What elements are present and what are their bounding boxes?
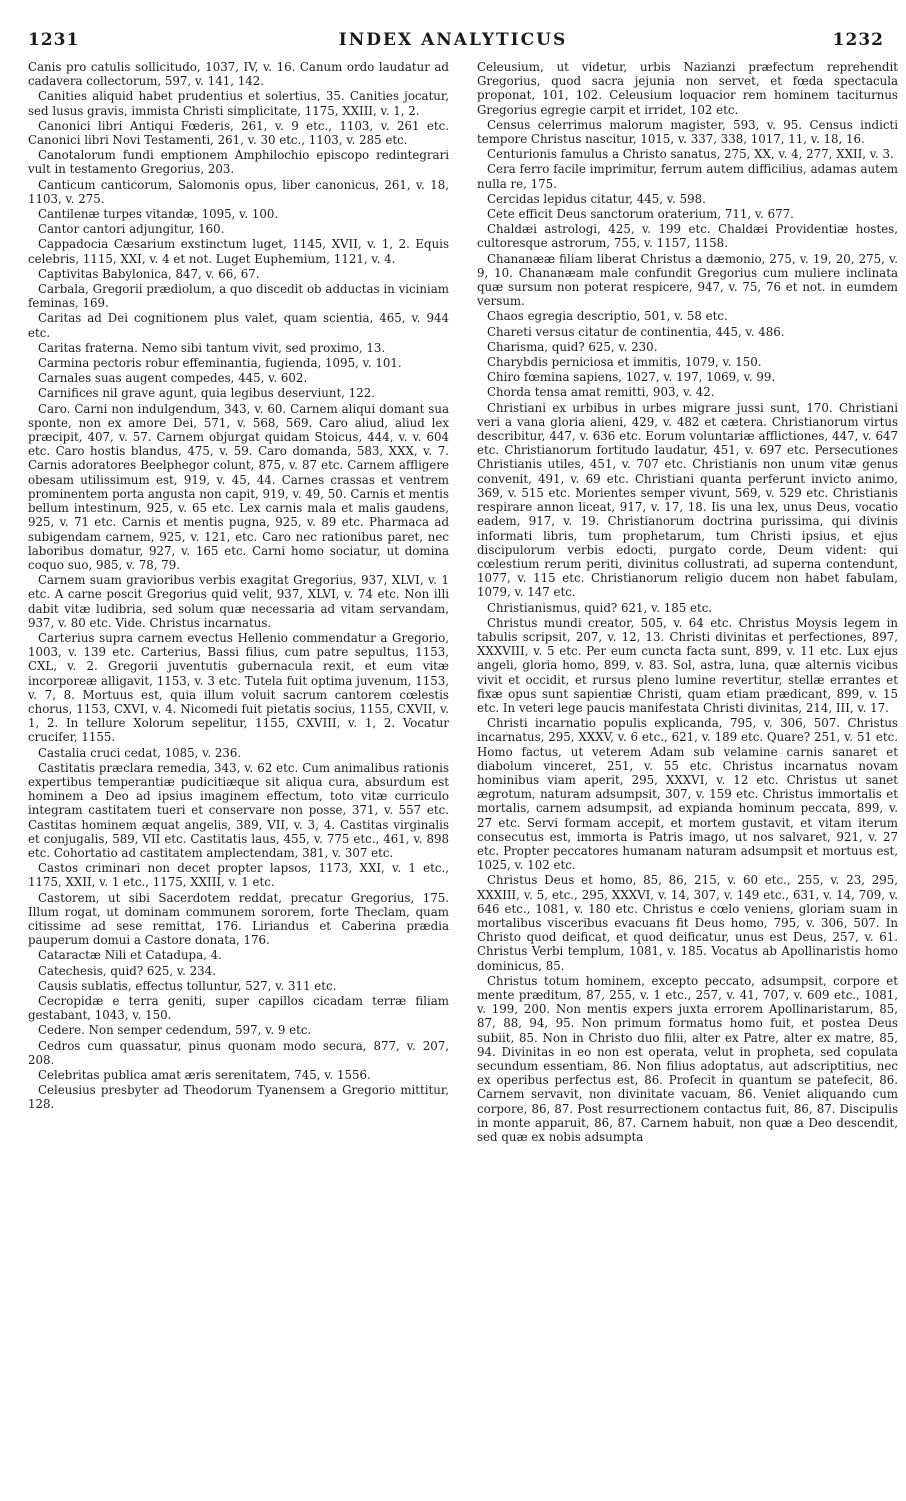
index-entry: Caritas fraterna. Nemo sibi tantum vivit, sed proximo, 13.	[38, 340, 386, 355]
index-column-left	[28, 60, 449, 1495]
index-entry: Castalia cruci cedat, 1085, v. 236.	[38, 745, 242, 760]
index-entry: Causis sublatis, effectus tolluntur, 527, v. 311 etc.	[38, 978, 337, 993]
index-entry: Catechesis, quid? 625, v. 234.	[38, 963, 216, 978]
index-column-right	[477, 60, 898, 1495]
index-entry: Census celerrimus malorum magister, 593, v. 95. Census indicti tempore Christus nascitur, 1015, v. 337, 338, 1017, 11, v. 18, 16.	[477, 117, 898, 147]
index-entry: Christus Deus et homo, 85, 86, 215, v. 60 etc., 255, v. 23, 295, XXXIII, v. 5, etc., 295, XXXVI, v. 14, 307, v. 149 etc., 631, v. 14, 709, v. 646 etc., 1081, v. 180 etc. Christus e cœlo veniens, gloriam suam in mortalibus visceribus evacuans fit Deus homo, 795, v. 306, 507. In Christo quod deificat, et quod deificatur, unus est Deus, 257, v. 61. Christus Verbi templum, 1081, v. 185. Vocatus ab Apollinaristis homo dominicus, 85.	[477, 873, 898, 973]
running-title: INDEX ANALYTICUS	[338, 30, 568, 50]
index-entry: Celeusius presbyter ad Theodorum Tyanensem a Gregorio mittitur, 128.	[28, 1083, 449, 1112]
index-entry: Carnifices nil grave agunt, quia legibus deserviunt, 122.	[38, 386, 375, 401]
index-entry: Cete efficit Deus sanctorum oraterium, 711, v. 677.	[487, 207, 794, 222]
page-header	[0, 0, 906, 52]
index-entry: Castorem, ut sibi Sacerdotem reddat, precatur Gregorius, 175. Illum rogat, ut dominam communem sororem, forte Theclam, quam citissime ad sese remittat, 176. Liriandus et Caberina prædia pauperum domui a Castore donata, 176.	[28, 890, 449, 948]
index-entry: Chorda tensa amat remitti, 903, v. 42.	[487, 385, 715, 400]
index-entry: Canonici libri Antiqui Fœderis, 261, v. 9 etc., 1103, v. 261 etc. Canonici libri Novi Testamenti, 261, v. 30 etc., 1103, v. 285 etc.	[28, 118, 449, 148]
index-entry: Christus mundi creator, 505, v. 64 etc. Christus Moysis legem in tabulis scripsit, 207, v. 12, 13. Christi divinitas et perfectiones, 897, XXXVIII, v. 5 etc. Per eum cuncta facta sunt, 899, v. 11 etc. Lux ejus angeli, gloria homo, 899, v. 83. Sol, astra, luna, quæ alternis vicibus vivit et occidit, et rursus pleno lumine revertitur, stellæ errantes et fixæ opus sunt sapientiæ Christi, quam etiam prædicant, 899, v. 15 etc. In veteri lege paucis manifestata Christi divinitas, 214, III, v. 17.	[477, 615, 898, 715]
index-entry: Carbala, Gregorii prædiolum, a quo discedit ob adductas in viciniam feminas, 169.	[28, 282, 449, 311]
index-entry: Christiani ex urbibus in urbes migrare jussi sunt, 170. Christiani veri a vana gloria alieni, 429, v. 482 et cætera. Christianorum virtus describitur, 447, v. 636 etc. Eorum voluntariæ afflictiones, 447, v. 647 etc. Christianorum fortitudo laudatur, 451, v. 697 etc. Persecutiones Christianis utiles, 451, v. 707 etc. Christianis non unum vitæ genus convenit, 491, v. 69 etc. Christiani quanta perferunt invicto animo, 369, v. 515 etc. Morientes semper vivunt, 569, v. 529 etc. Christianis respirare annon liceat, 917, v. 17, 18. Iis una lex, unus Deus, vocatio eadem, 917, v. 19. Christianorum doctrina purissima, qui divinis informati libris, tum prophetarum, tum Christi ipsius, et ejus discipulorum verbis edocti, purgato corde, Deum vident: qui cœlestium rerum periti, divinitus collustrati, ad superna contendunt, 1077, v. 115 etc. Christianorum religio ducem non habet fabulam, 1079, v. 147 etc.	[477, 400, 898, 600]
index-entry: Charybdis perniciosa et immitis, 1079, v. 150.	[487, 355, 762, 370]
index-entry: Chananææ filiam liberat Christus a dæmonio, 275, v. 19, 20, 275, v. 9, 10. Chananæam male confundit Gregorius cum muliere inclinata quæ sursum non poterat respicere, 947, v. 75, 76 et not. in eumdem versum.	[477, 251, 898, 309]
page-number-left: 1231	[28, 30, 80, 50]
index-entry: Christus totum hominem, excepto peccato, adsumpsit, corpore et mente præditum, 87, 255, v. 1 etc., 257, v. 41, 707, v. 609 etc., 1081, v. 199, 200. Non mentis expers juxta errorem Apollinaristarum, 85, 87, 88, 94, 95. Non primum formatus homo fuit, et postea Deus subiit, 85. Non in Christo duo filii, alter ex Patre, alter ex matre, 85, 94. Divinitas in eo non est operata, velut in propheta, sed copulata secundum essentiam, 86. Non filius adoptatus, aut adscriptitius, nec ex operibus perfectus est, 86. Profecit in quantum se patefecit, 86. Carnem servavit, non divinitate vacuam, 86. Veniet aliquando cum corpore, 86, 87. Post resurrectionem contactus fuit, 86, 87. Discipulis in monte apparuit, 86, 87. Carnem habuit, non quæ a Deo descendit, sed quæ ex nobis adsumpta	[477, 973, 898, 1145]
index-entry: Canities aliquid habet prudentius et solertius, 35. Canities jocatur, sed lusus gravis, immista Christi simplicitate, 1175, XXIII, v. 1, 2.	[28, 89, 449, 118]
index-entry: Chaos egregia descriptio, 501, v. 58 etc.	[487, 309, 728, 324]
index-entry: Castitatis præclara remedia, 343, v. 62 etc. Cum animalibus rationis expertibus temperantiæ pudicitiæque sit aliqua cura, absurdum est hominem a Deo ad ipsius imaginem effectum, toto vitæ curriculo integram castitatem tueri et conservare non posse, 371, v. 557 etc. Castitas hominem æquat angelis, 389, VII, v. 3, 4. Castitas virginalis et conjugalis, 589, VII etc. Castitatis laus, 455, v. 775 etc., 461, v. 898 etc. Cohortatio ad castitatem amplectendam, 381, v. 307 etc.	[28, 760, 449, 860]
index-entry: Carnales suas augent compedes, 445, v. 602.	[38, 371, 308, 386]
index-entry: Celeusium, ut videtur, urbis Nazianzi præfectum reprehendit Gregorius, quod sacra jejunia non servet, et fœda spectacula proponat, 101, 102. Celeusium loquacior rem hominem taciturnus Gregorius egregie carpit et irridet, 102 etc.	[477, 60, 898, 117]
index-entry: Cedros cum quassatur, pinus quonam modo secura, 877, v. 207, 208.	[28, 1038, 449, 1067]
index-entry: Captivitas Babylonica, 847, v. 66, 67.	[38, 266, 260, 281]
index-entry: Cataractæ Nili et Catadupa, 4.	[38, 948, 222, 963]
index-entry: Cantilenæ turpes vitandæ, 1095, v. 100.	[38, 207, 279, 222]
index-entry: Canotalorum fundi emptionem Amphilochio episcopo redintegrari vult in testamento Gregorius, 203.	[28, 148, 449, 177]
index-entry: Charisma, quid? 625, v. 230.	[487, 339, 658, 354]
index-entry: Cercidas lepidus citatur, 445, v. 598.	[487, 191, 706, 206]
page-number-right: 1232	[832, 30, 884, 50]
index-entry: Castos criminari non decet propter lapsos, 1173, XXI, v. 1 etc., 1175, XXII, v. 1 etc., 1175, XXIII, v. 1 etc.	[28, 861, 449, 890]
index-entry: Celebritas publica amat æris serenitatem, 745, v. 1556.	[38, 1068, 371, 1083]
index-entry: Chaldæi astrologi, 425, v. 199 etc. Chaldæi Providentiæ hostes, cultoresque astrorum, 755, v. 1157, 1158.	[477, 222, 898, 251]
index-entry: Chiro fœmina sapiens, 1027, v. 197, 1069, v. 99.	[487, 370, 776, 385]
index-entry: Chareti versus citatur de continentia, 445, v. 486.	[487, 324, 785, 339]
index-entry: Caro. Carni non indulgendum, 343, v. 60. Carnem aliqui domant sua sponte, non ex amore Dei, 571, v. 568, 569. Caro aliud, aliud lex præcipit, 407, v. 57. Carnem objurgat quidam Stoicus, 444, v. v. 604 etc. Caro hostis blandus, 475, v. 59. Caro domanda, 583, XXX, v. 7. Carnis adoratores Beelphegor colunt, 875, v. 87 etc. Carnem affligere obesam utilissimum est, 919, v. 45, 44. Carnes crassas et ventrem prominentem porta angusta non capit, 919, v. 49, 50. Carnis et mentis bellum intestinum, 925, v. 65 etc. Lex carnis mala et malis gaudens, 925, v. 71 etc. Carnis et mentis pugna, 925, v. 89 etc. Pharmaca ad subigendam carnem, 925, v. 121, etc. Caro nec rationibus paret, nec laboribus domatur, 927, v. 165 etc. Carni homo sociatur, ut domina coquo suo, 985, v. 78, 79.	[28, 401, 449, 572]
index-entry: Cantor cantori adjungitur, 160.	[38, 222, 225, 237]
index-entry: Christi incarnatio populis explicanda, 795, v. 306, 507. Christus incarnatus, 295, XXXV, v. 6 etc., 621, v. 189 etc. Quare? 251, v. 51 etc. Homo factus, ut veterem Adam sub velamine carnis sanaret et diabolum vinceret, 251, v. 55 etc. Christus incarnatus novam hominibus viam aperit, 295, XXXVI, v. 12 etc. Christus ut sanet ægrotum, naturam adsumpsit, 307, v. 159 etc. Christus immortalis et mortalis, carnem adsumpsit, ad expianda hominum peccata, 899, v. 27 etc. Servi formam accepit, et mortem gustavit, et vitam iterum consecutus est, immorta is Patris imago, ut nos salvaret, 921, v. 27 etc. Propter peccatores humanam naturam adsumpsit et mortuus est, 1025, v. 102 etc.	[477, 716, 898, 873]
index-entry: Caritas ad Dei cognitionem plus valet, quam scientia, 465, v. 944 etc.	[28, 311, 449, 340]
index-entry: Cappadocia Cæsarium exstinctum luget, 1145, XVII, v. 1, 2. Equis celebris, 1115, XXI, v. 4 et not. Luget Euphemium, 1121, v. 4.	[28, 237, 449, 266]
index-entry: Carnem suam gravioribus verbis exagitat Gregorius, 937, XLVI, v. 1 etc. A carne poscit Gregorius quid velit, 937, XLVI, v. 74 etc. Non illi dabit vitæ ludibria, sed solum quæ necessaria ad vitam servandam, 937, v. 80 etc. Vide. Christus incarnatus.	[28, 573, 449, 630]
index-entry: Centurionis famulus a Christo sanatus, 275, XX, v. 4, 277, XXII, v. 3.	[487, 147, 894, 162]
index-entry: Cedere. Non semper cedendum, 597, v. 9 etc.	[38, 1023, 312, 1038]
index-entry: Carmina pectoris robur effeminantia, fugienda, 1095, v. 101.	[38, 356, 402, 371]
index-entry: Cecropidæ e terra geniti, super capillos cicadam terræ filiam gestabant, 1043, v. 150.	[28, 994, 449, 1023]
index-entry: Carterius supra carnem evectus Hellenio commendatur a Gregorio, 1003, v. 139 etc. Carterius, Bassi filius, cum patre sepultus, 1153, CXL, v. 2. Gregorii juventutis gubernacula rexit, et eum vitæ incorporeæ alligavit, 1153, v. 3 etc. Tutela fuit optima juvenum, 1153, v. 7, 8. Mortuus est, quia illum voluit sacrum cantorem cœlestis chorus, 1153, CXVI, v. 4. Nicomedi fuit pietatis socius, 1155, CXVII, v. 1, 2. In tellure Xolorum sepelitur, 1155, CXVIII, v. 1, 2. Vocatur crucifer, 1155.	[28, 630, 449, 745]
index-entry: Canis pro catulis sollicitudo, 1037, IV, v. 16. Canum ordo laudatur ad cadavera collectorum, 597, v. 141, 142.	[28, 60, 449, 89]
index-entry: Cera ferro facile imprimitur, ferrum autem difficilius, adamas autem nulla re, 175.	[477, 162, 898, 191]
index-entry: Canticum canticorum, Salomonis opus, liber canonicus, 261, v. 18, 1103, v. 275.	[28, 177, 449, 206]
index-entry: Christianismus, quid? 621, v. 185 etc.	[487, 600, 713, 615]
